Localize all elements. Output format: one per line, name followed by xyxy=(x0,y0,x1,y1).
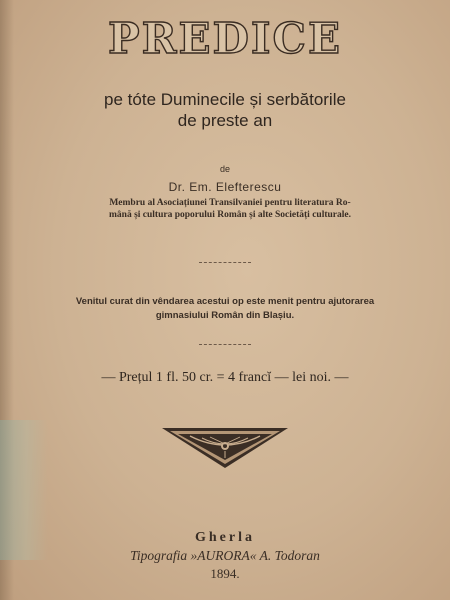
divider-rule xyxy=(199,344,251,345)
subtitle-line-1: pe tóte Duminecile și serbătorile xyxy=(104,90,346,109)
author-affiliation-line-1: Membru al Asociațiunei Transilvaniei pentru literatura Ro- xyxy=(109,198,351,208)
subtitle-line-2: de preste an xyxy=(177,111,273,130)
imprint-year: 1894. xyxy=(210,566,240,581)
proceeds-note-line-1: Venitul curat din vêndarea acestui op este menit pentru ajutorarea xyxy=(75,296,375,307)
price-line: — Prețul 1 fl. 50 cr. = 4 francĭ — lei noi. — xyxy=(101,370,349,385)
imprint-city: Gherla xyxy=(195,530,255,545)
book-title: PREDICE xyxy=(107,14,342,63)
divider-rule xyxy=(199,262,251,263)
author-name: Dr. Em. Elefterescu xyxy=(168,180,282,194)
ornament-icon xyxy=(160,424,290,470)
by-label: de xyxy=(219,164,230,174)
proceeds-note-line-2: gimnasiului Român din Blașiu. xyxy=(155,310,295,321)
imprint-press: Tipografia »AURORA« A. Todoran xyxy=(130,548,320,563)
author-affiliation-line-2: mână și cultura poporului Român și alte Societăți culturale. xyxy=(109,210,351,220)
